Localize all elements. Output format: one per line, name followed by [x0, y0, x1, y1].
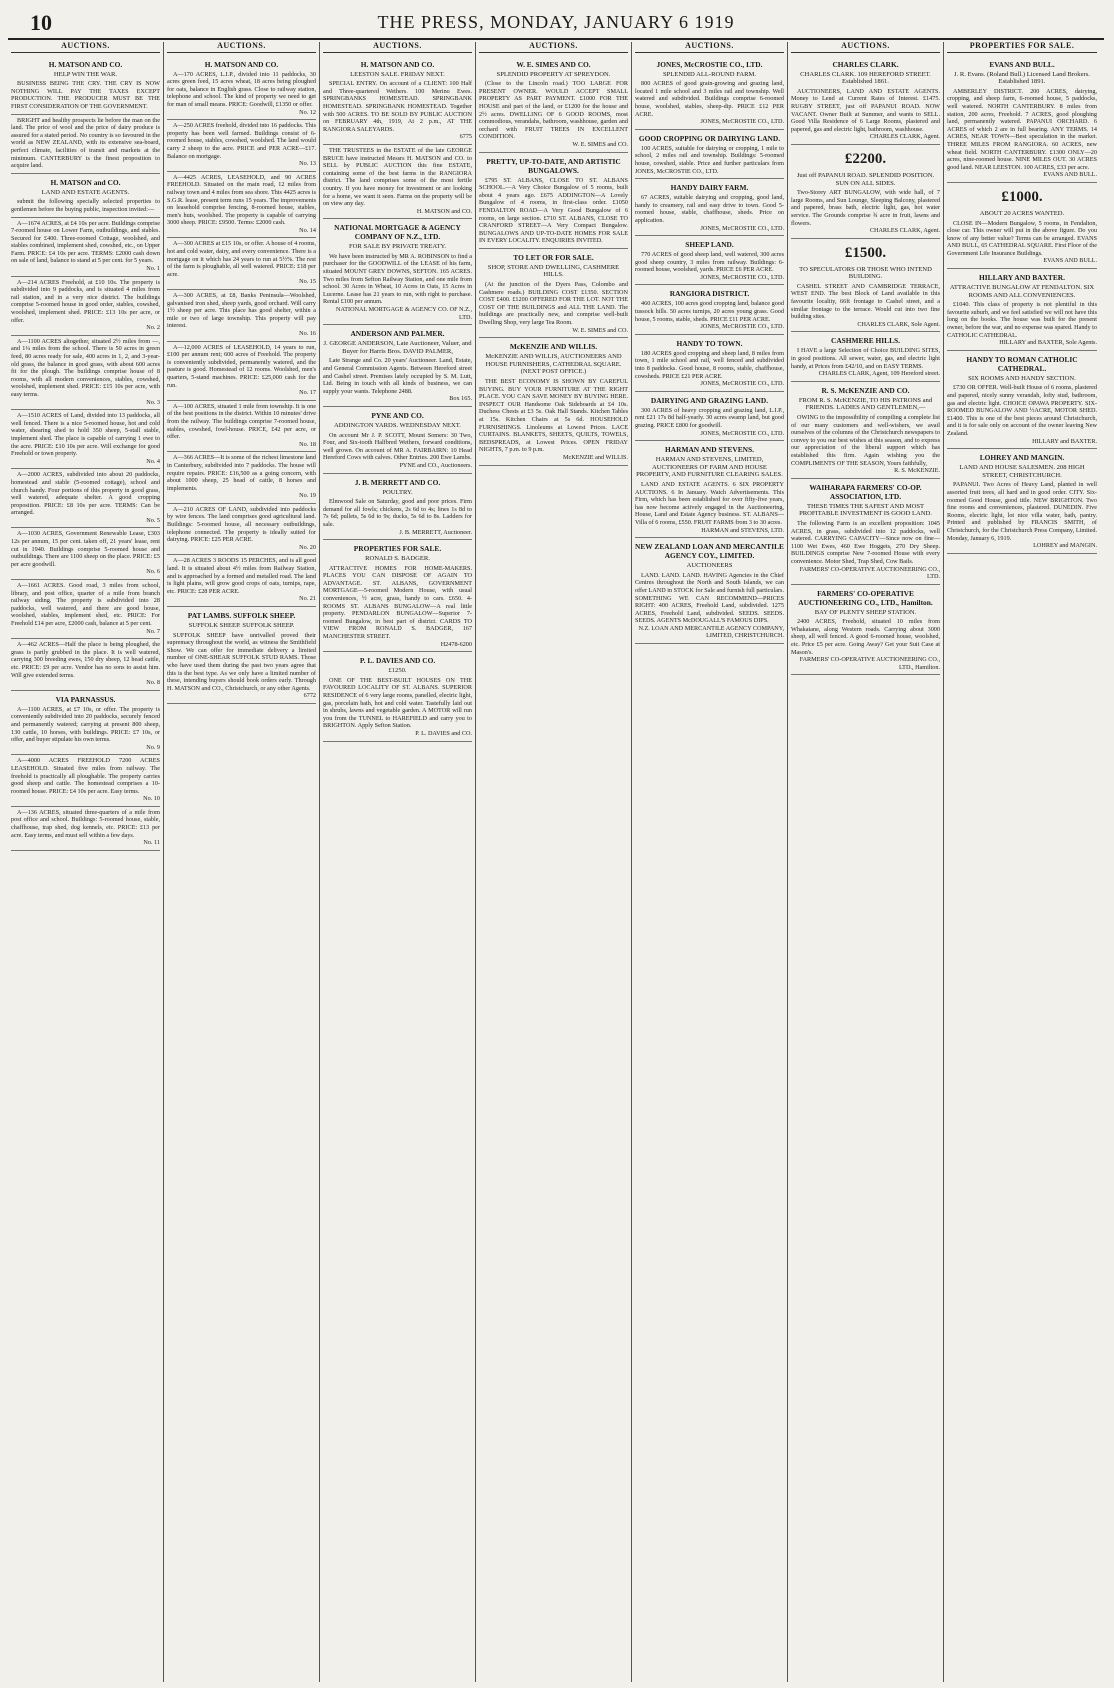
- ad-body: A—136 ACRES, situated three-quarters of a mile from post office and school. Buildings: 5-roomed house, stable, chaffhouse, trap shed, dog kennels, etc. PRICE: £13 per acre. Easy terms, and must sell within a few days.: [11, 808, 160, 839]
- ad-subheading: CHARLES CLARK. 109 HEREFORD STREET. Established 1861.: [800, 70, 931, 86]
- ad-body: CASHEL STREET AND CAMBRIDGE TERRACE, WEST END. The best Block of Land available in this favourite locality, 66ft frontage to Cashel street, and a similar frontage to the terrace. Would cut into two fine building sites.: [791, 282, 940, 321]
- ad-body: 770 ACRES of good sheep land, well watered, 300 acres good sheep country, 3 miles from railway. Buildings: 6-roomed house, woolshed, yards. PRICE £6 PER ACRE.: [635, 251, 784, 274]
- ad-heading: GOOD CROPPING OR DAIRYING LAND.: [638, 133, 781, 143]
- ad-body: Late Strange and Co. 20 years' Auctioneer. Land, Estate, and General Commission Agents. Between Hereford street and Cashel street. Premises lately occupied by S. M. Lutt, Ltd. Being in touch with all kinds of business, we can supply your wants. Telephone 2488.: [323, 357, 472, 395]
- advertisement: [11, 410, 160, 469]
- ad-signature: P. L. DAVIES and CO.: [415, 729, 472, 737]
- ad-subheading: £1250.: [388, 667, 407, 675]
- advertisement: [947, 56, 1097, 183]
- ad-signature: JONES, McCROSTIE CO., LTD.: [700, 429, 784, 437]
- ad-signature: No. 14: [299, 226, 316, 234]
- advertisement: [635, 392, 784, 441]
- ad-subheading: LAND AND HOUSE SALESMEN. 208 HIGH STREET, CHRISTCHURCH.: [959, 464, 1085, 479]
- ad-heading: HANDY TO ROMAN CATHOLIC CATHEDRAL.: [966, 354, 1078, 373]
- ad-body: 460 ACRES, 100 acres good cropping land, balance good tussock hills. 50 acres turnips, 20 acres young grass. Good house, 5 rooms, stable, sheds. PRICE £11 PER ACRE.: [635, 300, 784, 323]
- advertisement: [635, 335, 784, 392]
- newspaper-columns: [8, 42, 1104, 1682]
- ad-subheading: TO SPECULATORS OR THOSE WHO INTEND BUILDING.: [799, 265, 932, 281]
- ad-signature: No. 20: [299, 543, 316, 551]
- ad-body: £1040. This class of property is not plentiful in this favourite suburb, and we feel satisfied we will not have this long on the books. The house was built for the present owner, before the war, and no expense was spared. Handy to CATHOLIC CATHEDRAL.: [947, 301, 1097, 339]
- ad-heading: H. MATSON AND CO.: [48, 59, 123, 69]
- ad-body: LAND. LAND. LAND. HAVING Agencies in the Chief Centres throughout the North and South Islands, we can offer LAND in STOCK for Sale and furnish full particulars. SOMETHING WE CAN RECOMMEND—PRICES RIGHT: 400 ACRES, Freehold Land, subdivided. 1275 ACRES, Freehold Land, subdivided. SEEDS. SEEDS. SEEDS. AGENTS McDOUGALL'S FAMOUS DIPS.: [635, 571, 784, 625]
- ad-body: A—1510 ACRES of Land, divided into 13 paddocks, all well fenced. There is a nice 5-roomed house, hot and cold water, shearing shed to hold 350 sheep, 5-stall stable, implement shed. The place is capable of carrying 1 ewe to the acre. PRICE: £10 10s per acre. Will exchange for good Freehold or town property.: [11, 412, 160, 458]
- ad-subheading: Just off PAPANUI ROAD. SPLENDID POSITION. SUN ON ALL SIDES.: [796, 171, 935, 187]
- ad-subheading: SPLENDID PROPERTY AT SPREYDON.: [496, 70, 611, 78]
- advertisement: [635, 538, 784, 644]
- ad-body: The following Farm is an excellent proposition: 1045 ACRES, in grass, subdivided into 12 paddocks, well watered. CARRYING CAPACITY—Since now on fine—1100 Wet Ewes, 460 Ewe Hoggets, 270 Dry Sheep. BUILDINGS comprise New 7-roomed House with every convenience. Motor Shed, Trap Shed, Cow Bails.: [791, 519, 940, 565]
- newspaper-title: THE PRESS, MONDAY, JANUARY 6 1919: [377, 12, 735, 32]
- column-header: AUCTIONS.: [479, 42, 628, 53]
- ad-body: ONE OF THE BEST-BUILT HOUSES ON THE FAVOURED LOCALITY OF ST. ALBANS. SUPERIOR RESIDENCE of 6 very large rooms, panelled, electric light, gas, porcelain bath, hot and cold water. Tastefully laid out in shrubs, lawns and vegetable garden. A MOTOR will run you from the TUNNEL to HAREFIELD and carry you to BRIGHTON. Apply Sefton Station.: [323, 676, 472, 730]
- ad-body: 180 ACRES good cropping and sheep land, 8 miles from town, 1 mile school and rail, well fenced and subdivided into 8 paddocks. Good house, 8 rooms, stable, chaffhouse, cowsheds. PRICE £21 PER ACRE.: [635, 349, 784, 380]
- ad-body: 300 ACRES of heavy cropping and grazing land, L.I.P., rent £21 17s 8d half-yearly. 30 acres swamp land, but good grazing. PRICE £800 for goodwill.: [635, 406, 784, 429]
- ad-body: A—170 ACRES, L.I.P., divided into 11 paddocks, 30 acres green feed, 15 acres wheat, 18 acres being ploughed for oats, balance in English grass. Close to railway station, telephone and school. The kind of property we need to get for man of small means. PRICE: Goodwill, £1350 or offer.: [167, 70, 316, 108]
- ad-body: BRIGHT and healthy prospects lie before the man on the land. The price of wool and the price of dairy produce is assured for a stated period. No country is so favoured in the world as NEW ZEALAND, with its extensive sea-board, perfect climate, facilities of transit and markets at the minimum. CANTERBURY is the finest proposition to acquire land.: [11, 116, 160, 170]
- ad-body: ATTRACTIVE HOMES FOR HOME-MAKERS. PLACES YOU CAN DISPOSE OF AGAIN TO ADVANTAGE. ST. ALBANS, GOVERNMENT MORTGAGE—5-roomed Modern House, with usual conveniences, ½ acre, grass, handy to cars. £650. 4-ROOMS ST. ALBANS BUNGALOW—A real little property. PENDARLON BUNGALOW—Superior 7-roomed Bungalow, in best part of district. CARDS TO VIEW FROM RONALD S. BADGER, 167 MANCHESTER STREET.: [323, 564, 472, 641]
- ad-subheading: J. GEORGE ANDERSON, Late Auctioneer, Valuer, and Buyer for Harris Bros. DAVID PALMER,: [323, 340, 472, 355]
- ad-body: Elmwood Sale on Saturday, good and poor prices. Firm demand for all fowls; chickens, 2s 6d to 4s; lines 1s 8d to 7s 6d; pullets, 5s 6d to 9s; ducks, 5s 6d to 8s. Ladders for sale.: [323, 498, 472, 528]
- ad-heading: CASHMERE HILLS.: [831, 336, 900, 346]
- advertisement: [635, 441, 784, 538]
- advertisement: [11, 277, 160, 336]
- ad-subheading: BAY OF PLENTY SHEEP STATION.: [814, 608, 917, 616]
- column-3: [320, 42, 476, 1682]
- ad-body: A—2000 ACRES, subdivided into about 20 paddocks, homestead and stable (5-roomed cottage), school and church handy. Four portions of this property in good grass, well watered, adequate shelter. A good cropping proposition. PRICE: £8 10s per acre. TERMS: Can be arranged.: [11, 471, 160, 517]
- column-header: AUCTIONS.: [791, 42, 940, 53]
- ad-body: A—300 ACRES, at £8, Banks Peninsula—Woolshed, galvanised iron shed, sheep yards, good orchard. Will carry 1½ sheep per acre. This place has good shelter, within a mile or two of large township. This property will pay interest.: [167, 292, 316, 330]
- ad-heading: HANDY TO TOWN.: [676, 338, 743, 348]
- ad-subheading: SPLENDID ALL-ROUND FARM.: [662, 70, 757, 78]
- ad-subheading: LAND AND ESTATE AGENTS.: [41, 188, 130, 196]
- advertisement: [635, 179, 784, 236]
- ad-signature: EVANS AND BULL.: [1043, 257, 1097, 265]
- column-header: AUCTIONS.: [167, 42, 316, 53]
- ad-heading: £2200.: [844, 150, 887, 167]
- ad-signature: No. 7: [146, 627, 160, 635]
- advertisement: [323, 540, 472, 652]
- ad-heading: HILLARY AND BAXTER.: [979, 273, 1065, 283]
- ad-body: A—300 ACRES at £15 10s, or offer. A house of 4 rooms, hot and cold water, dairy, and every convenience. There is a mortgage on it which has 24 years to run at 5½%. The rest of the farm is ploughable, all well watered. PRICE: £18 per acre.: [167, 240, 316, 278]
- ad-heading: W. E. SIMES AND CO.: [516, 59, 591, 69]
- advertisement: [167, 56, 316, 121]
- advertisement: [167, 238, 316, 290]
- ad-body: AMBERLEY DISTRICT. 200 ACRES, dairying, cropping, and sheep farm, 6-roomed house, 5 paddocks, well watered. NORTH CANTERBURY. 8 miles from station, 200 acres, Freehold. 7 ACRES, good ploughing land, permanently watered. PAPANUI ORCHARD. 6 ACRES of which 2 are in full bearing. ANY TERMS. 14 ACRES, NEAR TOWN—Best speculation in the market. THREE MILES FROM RANGIORA. 60 ACRES, new wheat field. NORTH CANTERBURY. £1300 ONLY—20 acres, nine-roomed house. NINE MILES OUT. 30 ACRES good land. NEAR LEESTON. 100 ACRES, £33 per acre.: [947, 87, 1097, 171]
- advertisement: [167, 555, 316, 607]
- advertisement: [323, 652, 472, 741]
- ad-heading: SHEEP LAND.: [685, 240, 734, 250]
- ad-signature: HILLARY and BAXTER.: [1032, 437, 1097, 445]
- ad-heading: NEW ZEALAND LOAN AND MERCANTILE AGENCY COY., LIMITED.: [635, 542, 784, 561]
- advertisement: [479, 338, 628, 465]
- ad-heading: WAIHARAPA FARMERS' CO-OP. ASSOCIATION, LTD.: [809, 482, 922, 501]
- ad-signature: No. 9: [146, 743, 160, 751]
- ad-signature: H. MATSON and CO.: [416, 207, 472, 215]
- advertisement: [791, 585, 940, 676]
- ad-body: We have been instructed by MR A. ROBINSON to find a purchaser for the GOODWILL of the LEASE of his farm, situated MOUNT GREY DOWNS, SEFTON. 165 ACRES. Two miles from Sefton Railway Station, and one mile from school. 30 Acres in Wheat, 10 Acres in Oats, 15 Acres in Lucerne. Lease has 21 years to run, with right to purchase. Rental £100 per annum.: [323, 252, 472, 306]
- ad-body: A—28 ACRES 3 ROODS 15 PERCHES, and is all good land. It is situated about 4½ miles from Railway Station, and is approached by a formed and metalled road. The land is light plains, will grow good crops of oats, turnips, rape, etc. PRICE: £28 PER ACRE.: [167, 557, 316, 595]
- advertisement: [323, 145, 472, 219]
- advertisement: [167, 607, 316, 704]
- advertisement: [11, 56, 160, 115]
- ad-body: £730 OR OFFER. Well-built House of 6 rooms, plastered and papered, nicely sunny verandah, lofty stud, bathroom, gas and electric light. CHOICE OPAWA PROPERTY. SIX-ROOMED BUNGALOW AND ½ACRE, MOTOR SHED. £1400. This is one of the best pieces around Christchurch, and it is for sale only on account of the owner leaving New Zealand.: [947, 384, 1097, 437]
- ad-body: A—4000 ACRES FREEHOLD 7200 ACRES LEASEHOLD. Situated five miles from railway. The freehold is practically all ploughable. The property carries good sheep and cattle. The homestead comprises a 10-roomed house. PRICE: £4 10s per acre. Easy terms.: [11, 757, 160, 795]
- advertisement: [323, 474, 472, 541]
- ad-signature: No. 21: [299, 595, 316, 603]
- advertisement: [323, 407, 472, 474]
- ad-subheading: RONALD S. BADGER.: [365, 555, 430, 563]
- advertisement: [323, 325, 472, 407]
- ad-signature: No. 8: [146, 679, 160, 687]
- ad-body: A—214 ACRES Freehold, at £10 10s. The property is subdivided into 9 paddocks, and is situated 4 miles from rail station, and in a very nice district. The buildings comprise 5-roomed house in good order, stables, cowshed, woolshed, implement shed. PRICE: £13 10s per acre, or offer.: [11, 278, 160, 324]
- ad-body: £795 ST. ALBANS, CLOSE TO ST. ALBANS SCHOOL.—A Very Choice Bungalow of 5 rooms, built about 4 years ago. £675 ADDINGTON—A Lovely Bungalow of 4 rooms, in first-class order. £1050 FENDALTON ROAD—A Very Good Bungalow of 6 rooms, on large section. £710 ST. ALBANS, CLOSE TO CRANFORD STREET—A Very Compact Bungalow. BUNGALOWS AND UP-TO-DATE HOMES FOR SALE IN EVERY LOCALITY. ENQUIRIES INVITED.: [479, 176, 628, 245]
- ad-signature: No. 6: [146, 568, 160, 576]
- column-header: AUCTIONS.: [323, 42, 472, 53]
- ad-subheading: AUCTIONEERS: [686, 562, 733, 570]
- ad-body: A—462 ACRES—Half the place is being ploughed, the grass is partly grubbed in the place. It is well watered, carrying 300 breeding ewes, 150 dry sheep, 12 head cattle, etc. PRICE: £9 per acre. Vendor has no sons to assist him. Will give extended terms.: [11, 641, 160, 679]
- ad-heading: JONES, McCROSTIE CO., LTD.: [656, 59, 763, 69]
- ad-body: OWING to the impossibility of compiling a complete list of our many customers and well-wishers, we avail ourselves of the columns of the Christchurch newspapers to convey to you our best wishes at this season, and to express our appreciation of the liberal support which has established this firm. Again wishing you the COMPLIMENTS OF THE SEASON, Yours faithfully,: [791, 414, 940, 467]
- ad-heading: FARMERS' CO-OPERATIVE AUCTIONEERING CO., LTD., Hamilton.: [798, 588, 933, 607]
- ad-signature: No. 1: [146, 265, 160, 273]
- advertisement: [167, 290, 316, 342]
- ad-heading: HANDY DAIRY FARM.: [670, 183, 749, 193]
- ad-heading: H. MATSON and CO.: [50, 177, 121, 187]
- column-header: AUCTIONS.: [11, 42, 160, 53]
- ad-body: A—4425 ACRES, LEASEHOLD, and 90 ACRES FREEHOLD. Situated on the main road, 12 miles from railway town and 4 miles from sea shore. This 4425 acres is S.G.R. lease, present term runs 15 years. The improvements on leasehold comprise fencing, 8-roomed house, stables, men's huts, woolshed. The property is capable of carrying 3000 sheep. PRICE: £9500. Terms: £2000 cash.: [167, 173, 316, 227]
- ad-signature: No. 10: [143, 795, 160, 803]
- ad-body: THE BEST ECONOMY IS SHOWN BY CAREFUL BUYING. BUY YOUR FURNITURE AT THE RIGHT PLACE. YOU CAN SAVE MONEY BY BUYING HERE. INSPECT OUR Handsome Oak Sideboards at £4 10s. Duchess Chests at £3 5s. Oak Hall Stands. Kitchen Tables at 15s. Kitchen Chairs at 5s 6d. HOUSEHOLD FURNISHINGS. Linoleums at Lowest Prices. LACE CURTAINS. BLANKETS, SHEETS, QUILTS, TOWELS, BEDSPREADS, at Lowest Prices. OPEN FRIDAY NIGHTS, 7 p.m. to 9 p.m.: [479, 378, 628, 454]
- ad-heading: £1500.: [844, 244, 887, 261]
- ad-body: A—100 ACRES, situated 1 mile from township. It is one of the best positions in the district. Within 10 minutes' drive from the railway. The buildings comprise 7-roomed house, stables, cowshed, fowl-house. PRICE, £42 per acre, or offer.: [167, 402, 316, 441]
- advertisement: [947, 183, 1097, 269]
- ad-body: I HAVE a large Selection of Choice BUILDING SITES, in good positions. All sewer, water, gas, and electric light handy, at Prices from £42/10, and on EASY TERMS.: [791, 347, 940, 370]
- ad-body: (Close to the Lincoln road.) TOO LARGE FOR PRESENT OWNER. WOULD ACCEPT SMALL PROPERTY AS PART PAYMENT. £1000 FOR THE HOUSE and part of the land, or £1200 for the house and 2½ acres. DWELLING OF 6 GOOD ROOMS, most commodious, verandahs, bathroom, washhouse, garden and orchard with FRUIT TREES IN EXCELLENT CONDITION.: [479, 80, 628, 141]
- ad-signature: JONES, McCROSTIE CO., LTD.: [700, 380, 784, 388]
- ad-subheading: SIX ROOMS AND HANDY SECTION.: [968, 374, 1076, 382]
- ad-signature: FARMERS' CO-OPERATIVE AUCTIONEERING CO., LTD.: [799, 565, 940, 581]
- ad-signature: CHARLES CLARK, Agent, 109 Hereford street.: [818, 370, 940, 378]
- ad-body: (At the junction of the Dyers Pass, Colombo and Cashmere roads.) BUILDING COST £1350. SECTION COST £400. £1200 OFFERED FOR THE LOT. NOT THE COST OF THE BUILDINGS and ALL THE LAND. The buildings are practically new, and comprise well-built Dwelling Shop, very large Tea Room.: [479, 281, 628, 327]
- ad-body: A—250 ACRES freehold, divided into 16 paddocks. This property has been well farmed. Buildings consist of 6-roomed house, stables, cowshed, woolshed. The land would carry 2 sheep to the acre. PRICE and PER ACRE—£17. Balance on mortgage.: [167, 122, 316, 160]
- ad-body: A—1661 ACRES. Good road, 3 miles from school, library, and post office, quarter of a mile from branch railway siding. The property is subdivided into 28 paddocks, well watered, and there are good house, woolshed, stables, implement shed, etc. PRICE: For Freehold £14 per acre, £2000 cash, balance at 5 per cent.: [11, 582, 160, 627]
- ad-subheading: HARMAN AND STEVENS, LIMITED, AUCTIONEERS OF FARM AND HOUSE PROPERTY, AND FURNITURE CLEARING SALES.: [636, 456, 783, 479]
- ad-body: A—1100 ACRES altogether, situated 2½ miles from —, and 1¼ miles from the school. There is 50 acres in green feed, 80 acres ready for sale, 400 acres in 1, 2, and 3-year-old grass, the balance in good grass, with about 600 acres fit for the plough. The buildings comprise house of 8 rooms, with all modern conveniences, stables, cowshed, woolshed, implement shed. PRICE: £15 10s per acre, with easy terms.: [11, 337, 160, 398]
- ad-subheading: POULTRY.: [382, 488, 413, 496]
- ad-signature: W. E. SIMES and CO.: [572, 326, 628, 334]
- advertisement: [167, 401, 316, 453]
- ad-signature: McKENZIE and WILLIS.: [562, 453, 628, 461]
- advertisement: [791, 382, 940, 479]
- ad-signature: No. 15: [299, 278, 316, 286]
- ad-heading: R. S. McKENZIE AND CO.: [821, 385, 910, 395]
- ad-subheading: HELP WIN THE WAR.: [53, 70, 118, 78]
- ad-body: AUCTIONEERS, LAND AND ESTATE AGENTS. Money to Lend at Current Rates of Interest. £1475. RUGBY STREET, just off PAPANUI ROAD. NOW VACANT. Owner Built at Summer, and wants to SELL. Good Villa Residence of 6 Large Rooms, plastered and papered, gas and electric light, bathroom, washhouse.: [791, 87, 940, 133]
- advertisement: [11, 807, 160, 851]
- ad-signature: PYNE and CO., Auctioneers.: [399, 461, 472, 469]
- advertisement: [947, 269, 1097, 351]
- ad-heading: J. B. MERRETT AND CO.: [354, 477, 441, 487]
- ad-signature: No. 19: [299, 492, 316, 500]
- ad-signature: No. 18: [299, 440, 316, 448]
- ad-signature: No. 11: [143, 839, 160, 847]
- page-number: 10: [30, 10, 52, 35]
- ad-heading: NATIONAL MORTGAGE & AGENCY COMPANY OF N.Z., LTD.: [334, 223, 461, 242]
- ad-body: A—1674 ACRES, at £4 10s per acre. Buildings comprise 7-roomed house on Lower Farm, outbuildings, and stables. Secured for £400. Three-roomed Cottage, woolshed, and stables combined, implement shed, cowshed, etc., on Upper Farm. PRICE: £4 10s per acre. TERMS: £2000 cash down on sale of land, balance to stand at 5 per cent. for 5 years.: [11, 219, 160, 265]
- ad-signature: HILLARY and BAXTER, Sole Agents.: [999, 339, 1097, 347]
- ad-subheading: J. R. Evans. (Roland Bull.) Licensed Land Brokers. Established 1891.: [954, 70, 1090, 86]
- advertisement: [635, 130, 784, 179]
- ad-heading: PRETTY, UP-TO-DATE, AND ARTISTIC BUNGALOWS.: [486, 156, 621, 175]
- ad-heading: P. L. DAVIES AND CO.: [359, 656, 436, 666]
- ad-signature: EVANS AND BULL.: [1043, 171, 1097, 179]
- column-2: [164, 42, 320, 1682]
- ad-subheading: McKENZIE AND WILLIS, AUCTIONEERS AND HOUSE FURNISHERS, CATHEDRAL SQUARE. (NEXT POST OFFICE.): [485, 353, 622, 376]
- advertisement: [11, 218, 160, 277]
- advertisement: [791, 479, 940, 585]
- ad-signature: J. B. MERRETT, Auctioneer.: [399, 528, 472, 536]
- ad-heading: RANGIORA DISTRICT.: [669, 289, 750, 299]
- ad-signature: 6775: [459, 133, 472, 141]
- ad-body: THE TRUSTEES in the ESTATE of the late GEORGE BRUCE have instructed Messrs H. MATSON and CO. to SELL by PUBLIC AUCTION this fine ESTATE, containing some of the best farms in the RANGIORA district. The land comprises some of the most fertile country. If you have money for investment or are looking for a home, we want it seen. Farms on the property will be on view any day.: [323, 146, 472, 208]
- ad-signature: H2478-6200: [440, 640, 472, 648]
- advertisement: [11, 115, 160, 174]
- ad-body: submit the following specially selected properties to gentlemen before the buying public, inspection invited:—: [11, 198, 160, 213]
- ad-subheading: FOR SALE BY PRIVATE TREATY.: [348, 243, 447, 251]
- masthead: [8, 8, 1104, 40]
- ad-signature: JONES, McCROSTIE CO., LTD.: [700, 224, 784, 232]
- ad-body: 100 ACRES, suitable for dairying or cropping, 1 mile to school, 2 miles rail and township. Buildings: 5-roomed house, cowshed, stable. Price and further particulars from JONES, McCROSTIE CO., LTD.: [635, 144, 784, 175]
- ad-heading: H. MATSON AND CO.: [360, 59, 435, 69]
- ad-signature: No. 16: [299, 330, 316, 337]
- ad-heading: TO LET OR FOR SALE.: [513, 252, 594, 262]
- ad-body: On account Mr J. P. SCOTT, Mount Somers: 30 Two, Four, and Six-tooth Halfbred Wethers, forward conditions, well grown. On account of MR A. FAIRBAIRN: 10 Head Hereford Cows with calves. Other Entries. 200 Ewe Lambs.: [323, 431, 472, 462]
- ad-body: Two-Storey ART BUNGALOW, with wide hall, of 7 large Rooms, and Sun Lounge, Sleeping Balcony, plastered and papered, brass bath, electric light, gas, hot water service. The Grounds comprise ¾ acre in fruit, lawns and flowers.: [791, 189, 940, 227]
- ad-heading: VIA PARNASSUS.: [55, 694, 116, 704]
- ad-body: CLOSE IN—Modern Bungalow, 5 rooms, in Fendalton, close car. This owner will put in the above figure. Do you know of any better value? Terms can be arranged. EVANS AND BULL, 65 CATHEDRAL SQUARE. First Floor of the Government Life Insurance Buildings.: [947, 219, 1097, 257]
- advertisement: [791, 239, 940, 333]
- ad-heading: PROPERTIES FOR SALE.: [353, 544, 442, 554]
- ad-subheading: SHOP, STORE AND DWELLING, CASHMERE HILLS.: [487, 263, 620, 279]
- advertisement: [11, 469, 160, 528]
- ad-signature: JONES, McCROSTIE CO., LTD.: [700, 273, 784, 281]
- advertisement: [11, 336, 160, 410]
- column-7: [944, 42, 1100, 1682]
- ad-signature: No. 12: [299, 108, 316, 116]
- ad-signature: CHARLES CLARK, Agent.: [869, 227, 940, 235]
- ad-signature: Box 165.: [449, 395, 472, 403]
- ad-heading: H. MATSON AND CO.: [204, 59, 279, 69]
- advertisement: [635, 56, 784, 130]
- ad-heading: McKENZIE AND WILLIS.: [509, 342, 598, 352]
- ad-signature: HARMAN and STEVENS, LTD.: [701, 526, 784, 534]
- ad-body: SUFFOLK SHEEP have unrivalled proved their supremacy throughout the world, as witness the Smithfield Show. We can offer for immediate delivery a limited number of ONE-SHEAR SUFFOLK STUD RAMS. Those who have used them during the past two years agree that this is the best type. As we only have a limited number of these, intending buyers should book orders early. Through H. MATSON and CO., Christchurch, or any other Agents.: [167, 631, 316, 692]
- advertisement: [791, 332, 940, 381]
- ad-body: A—12,000 ACRES of LEASEHOLD, 14 years to run, £100 per annum rent; 600 acres of Freehold. The property is conveniently subdivided, permanently watered, and the pasture is good. Homestead of 12 rooms. Woolshed, men's quarters, 5-stand machines. PRICE: £25,000 cash for the run.: [167, 343, 316, 389]
- ad-signature: N.Z. LOAN AND MERCANTILE AGENCY COMPANY, LIMITED, CHRISTCHURCH.: [638, 624, 784, 640]
- advertisement: [167, 452, 316, 504]
- advertisement: [11, 639, 160, 691]
- ad-body: 800 ACRES of good grain-growing and grazing land, located 1 mile school and 3 miles rail and township. Well watered and subdivided. Buildings comprise 6-roomed house, woolshed, stables, sheep-dip. PRICE £12 PER ACRE.: [635, 80, 784, 118]
- ad-body: BUSINESS BEING THE CRY. THE CRY IS NOW NOTHING WILL PAY THE TAXES EXCEPT PRODUCTION. THE PRODUCER MUST BE THE FIRST CONSIDERATION OF THE GOVERNMENT.: [11, 80, 160, 110]
- ad-subheading: ABOUT 20 ACRES WANTED.: [979, 209, 1065, 217]
- ad-heading: HARMAN AND STEVENS.: [665, 445, 754, 455]
- ad-signature: No. 2: [146, 324, 160, 332]
- column-6: [788, 42, 944, 1682]
- column-header: AUCTIONS.: [635, 42, 784, 53]
- ad-body: A—1100 ACRES, at £7 10s, or offer. The property is conveniently subdivided into 20 paddocks, securely fenced and permanently watered; carrying at present 800 sheep, 130 cattle, 10 horses, with buildings. PRICE: £7 10s, or offer, and buyer stipulate his own terms.: [11, 705, 160, 744]
- ad-body: A—366 ACRES—It is some of the richest limestone land in Canterbury, subdivided into 7 paddocks. The house will require repairs. PRICE: £16,500 as a going concern, with about 1000 sheep, 25 head of cattle, 8 horses and implements.: [167, 454, 316, 492]
- column-4: [476, 42, 632, 1682]
- ad-subheading: ATTRACTIVE BUNGALOW AT FENDALTON. SIX ROOMS AND ALL CONVENIENCES.: [949, 284, 1095, 299]
- advertisement: [167, 504, 316, 556]
- advertisement: [323, 219, 472, 325]
- advertisement: [11, 174, 160, 218]
- advertisement: [11, 691, 160, 756]
- ad-body: 67 ACRES, suitable dairying and cropping, good land, handy to creamery, rail and easy drive to town. Good 5-roomed house, stable, chaffhouse, sheds. Price on application.: [635, 194, 784, 224]
- ad-heading: PAT LAMBS. SUFFOLK SHEEP.: [187, 611, 296, 620]
- ad-heading: DAIRYING AND GRAZING LAND.: [650, 395, 769, 405]
- ad-body: A—1030 ACRES, Government Renewable Lease, £303 12s per annum, 15 per cent. taken off, 21 years' lease, rent cut in 1940. Buildings comprise 5-roomed house and outbuildings. There are 1100 sheep on the place. PRICE: £5 per acre goodwill.: [11, 530, 160, 568]
- advertisement: [479, 249, 628, 338]
- ad-signature: FARMERS' CO-OPERATIVE AUCTIONEERING CO., LTD., Hamilton.: [799, 656, 940, 671]
- advertisement: [11, 528, 160, 580]
- ad-signature: CHARLES CLARK, Sole Agent.: [857, 320, 940, 328]
- advertisement: [947, 449, 1097, 554]
- advertisement: [791, 56, 940, 145]
- ad-signature: JONES, McCROSTIE CO., LTD.: [700, 118, 784, 126]
- ad-body: LAND AND ESTATE AGENTS. 6 SIX PROPERTY AUCTIONS. 6 In January. Watch Advertisements. This Firm, which has been established for over fifty-five years, has now become actively engaged in the Auctioneering, House, Land and Estate Agency business. ST. ALBANS—Villa of 6 rooms, £550. FRUIT FARMS from 3 to 30 acres.: [635, 480, 784, 526]
- advertisement: [11, 755, 160, 807]
- ad-body: A—210 ACRES OF LAND, subdivided into paddocks by wire fences. The land comprises good agricultural land. Buildings: 5-roomed house, all necessary outbuildings, telephone connected. The property is ideally suited for dairying. PRICE: £25 PER ACRE.: [167, 505, 316, 544]
- ad-signature: CHARLES CLARK, Agent.: [869, 133, 940, 141]
- ad-signature: 6772: [303, 692, 316, 700]
- ad-subheading: THESE TIMES THE SAFEST AND MOST PROFITABLE INVESTMENT IS GOOD LAND.: [799, 502, 932, 518]
- ad-body: PAPANUI. Two Acres of Heavy Land, planted in well assorted fruit trees, all hard and in good order. CITY. Six-roomed Good House, good title. NEW BRIGHTON. Two fine rooms and conveniences, plastered. DUNEDIN. Five Rooms, electric light, lot nice villa water, bath, pantry. Printed and published by FRANCIS SMITH, of Christchurch, for the Christchurch Press Company, Limited. Monday, January 6, 1919.: [947, 481, 1097, 542]
- column-5: [632, 42, 788, 1682]
- ad-body: 2400 ACRES, Freehold, situated 10 miles from Whakatane, along Western roads. Carrying about 3000 sheep, all well fenced. A good 6-roomed house, woolshed, etc. Price £5 per acre. Going Away? Get your Suit Case at Mason's.: [791, 618, 940, 656]
- ad-heading: £1000.: [1001, 188, 1043, 205]
- column-header: PROPERTIES FOR SALE.: [947, 42, 1097, 53]
- ad-subheading: SUFFOLK SHEEP. SUFFOLK SHEEP.: [188, 622, 295, 629]
- ad-signature: JONES, McCROSTIE CO., LTD.: [700, 323, 784, 331]
- ad-signature: No. 13: [299, 160, 316, 168]
- advertisement: [479, 153, 628, 249]
- ad-subheading: LEESTON SALE. FRIDAY NEXT.: [350, 70, 445, 78]
- ad-subheading: FROM R. S. McKENZIE, TO HIS PATRONS and FRIENDS. LADIES AND GENTLEMEN,—: [798, 396, 933, 412]
- ad-heading: CHARLES CLARK.: [832, 59, 899, 69]
- ad-signature: No. 17: [299, 389, 316, 397]
- advertisement: [167, 172, 316, 239]
- advertisement: [167, 120, 316, 172]
- ad-heading: ANDERSON AND PALMER.: [350, 329, 445, 339]
- ad-heading: EVANS AND BULL.: [989, 59, 1055, 69]
- ad-heading: LOHREY AND MANGIN.: [979, 453, 1065, 463]
- advertisement: [167, 342, 316, 401]
- advertisement: [791, 145, 940, 239]
- ad-body: SPECIAL ENTRY. On account of a CLIENT: 100 Half and Three-quartered Wethers. 100 Merino Ewes. SPRINGBANKS HOMESTEAD. SPRINGBANK HOMESTEAD. SPRINGBANK HOMESTEAD. Together with 500 ACRES. TO BE SOLD BY PUBLIC AUCTION on FEBRUARY 4th, 1919, At 2 p.m., AT THE RANGIORA SALEYARDS.: [323, 80, 472, 133]
- ad-signature: No. 3: [146, 398, 160, 406]
- ad-signature: No. 5: [146, 516, 160, 524]
- advertisement: [323, 56, 472, 145]
- advertisement: [635, 236, 784, 285]
- ad-signature: LOHREY and MANGIN.: [1033, 542, 1097, 550]
- ad-heading: PYNE AND CO.: [371, 410, 424, 420]
- advertisement: [635, 285, 784, 334]
- ad-signature: No. 4: [146, 457, 160, 465]
- advertisement: [947, 351, 1097, 449]
- ad-subheading: ADDINGTON YARDS. WEDNESDAY NEXT.: [334, 421, 461, 429]
- advertisement: [479, 56, 628, 153]
- ad-signature: NATIONAL MORTGAGE & AGENCY CO. OF N.Z., LTD.: [336, 306, 472, 321]
- advertisement: [11, 580, 160, 639]
- column-1: [8, 42, 164, 1682]
- ad-signature: R. S. McKENZIE.: [894, 467, 940, 475]
- ad-signature: W. E. SIMES and CO.: [572, 140, 628, 148]
